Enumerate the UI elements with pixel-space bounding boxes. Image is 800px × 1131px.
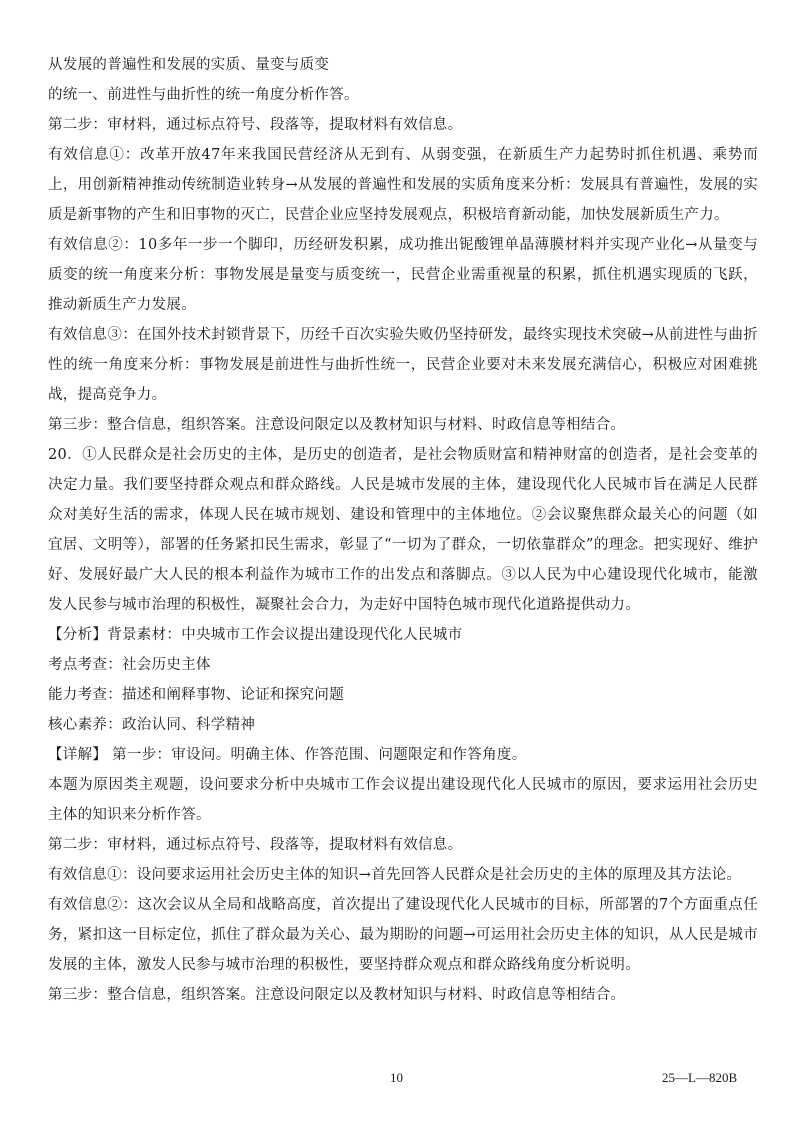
paragraph: 有效信息①：改革开放47年来我国民营经济从无到有、从弱变强，在新质生产力起势时抓住机遇、乘势而上，用创新精神推动传统制造业转身→从发展的普遍性和发展的实质角度来分析：发展具有普遍性，发展的实质是新事物的产生和旧事物的灭亡，民营企业应坚持发展观点，积极培育新动能，加快发展新质生产力。 (48, 147, 758, 223)
paragraph: 有效信息②：这次会议从全局和战略高度，首次提出了建设现代化人民城市的目标，所部署的7个方面重点任务，紧扣这一目标定位，抓住了群众最为关心、最为期盼的问题→可运用社会历史主体的知识，从人民是城市发展的主体，激发人民参与城市治理的积极性，要坚持群众观点和群众路线角度分析说明。 (48, 897, 758, 973)
document-code: 25—L—820B (662, 1070, 738, 1085)
paragraph: 第二步：审材料，通过标点符号、段落等，提取材料有效信息。 (48, 837, 463, 853)
paragraph: 的统一、前进性与曲折性的统一角度分析作答。 (48, 87, 359, 103)
page-number: 10 (390, 1070, 403, 1085)
paragraph: 第三步：整合信息，组织答案。注意设问限定以及教材知识与材料、时政信息等相结合。 (48, 987, 626, 1003)
answer-text-body (48, 50, 758, 1010)
paragraph: 有效信息②：10多年一步一个脚印，历经研发积累，成功推出铌酸锂单晶薄膜材料并实现产业化→从量变与质变的统一角度来分析：事物发展是量变与质变统一，民营企业需重视量的积累，抓住机遇实现质的飞跃，推动新质生产力发展。 (48, 237, 758, 313)
paragraph: 核心素养：政治认同、科学精神 (48, 717, 256, 733)
paragraph: 【详解】 第一步：审设问。明确主体、作答范围、问题限定和作答角度。 (48, 747, 527, 763)
paragraph: 从发展的普遍性和发展的实质、量变与质变 (48, 57, 330, 73)
paragraph: 第二步：审材料，通过标点符号、段落等，提取材料有效信息。 (48, 117, 463, 133)
paragraph: 能力考查：描述和阐释事物、论证和探究问题 (48, 687, 344, 703)
paragraph: 本题为原因类主观题，设问要求分析中央城市工作会议提出建设现代化人民城市的原因，要求运用社会历史主体的知识来分析作答。 (48, 777, 758, 823)
paragraph: 考点考查：社会历史主体 (48, 657, 211, 673)
paragraph: 20．①人民群众是社会历史的主体，是历史的创造者，是社会物质财富和精神财富的创造者，是社会变革的决定力量。我们要坚持群众观点和群众路线。人民是城市发展的主体，建设现代化人民城市旨在满足人民群众对美好生活的需求，体现人民在城市规划、建设和管理中的主体地位。②会议聚焦群众最关心的问题（如宜居、文明等），部署的任务紧扣民生需求，彰显了“一切为了群众，一切依靠群众”的理念。把实现好、维护好、发展好最广大人民的根本利益作为城市工作的出发点和落脚点。③以人民为中心建设现代化城市，能激发人民参与城市治理的积极性，凝聚社会合力，为走好中国特色城市现代化道路提供动力。 (48, 447, 758, 613)
paragraph: 第三步：整合信息，组织答案。注意设问限定以及教材知识与材料、时政信息等相结合。 (48, 417, 626, 433)
paragraph: 【分析】背景素材：中央城市工作会议提出建设现代化人民城市 (48, 627, 463, 643)
paragraph: 有效信息①：设问要求运用社会历史主体的知识→首先回答人民群众是社会历史的主体的原理及其方法论。 (48, 867, 742, 883)
paragraph: 有效信息③：在国外技术封锁背景下，历经千百次实验失败仍坚持研发，最终实现技术突破→从前进性与曲折性的统一角度来分析：事物发展是前进性与曲折性统一，民营企业要对未来发展充满信心，积极应对困难挑战，提高竞争力。 (48, 327, 758, 403)
